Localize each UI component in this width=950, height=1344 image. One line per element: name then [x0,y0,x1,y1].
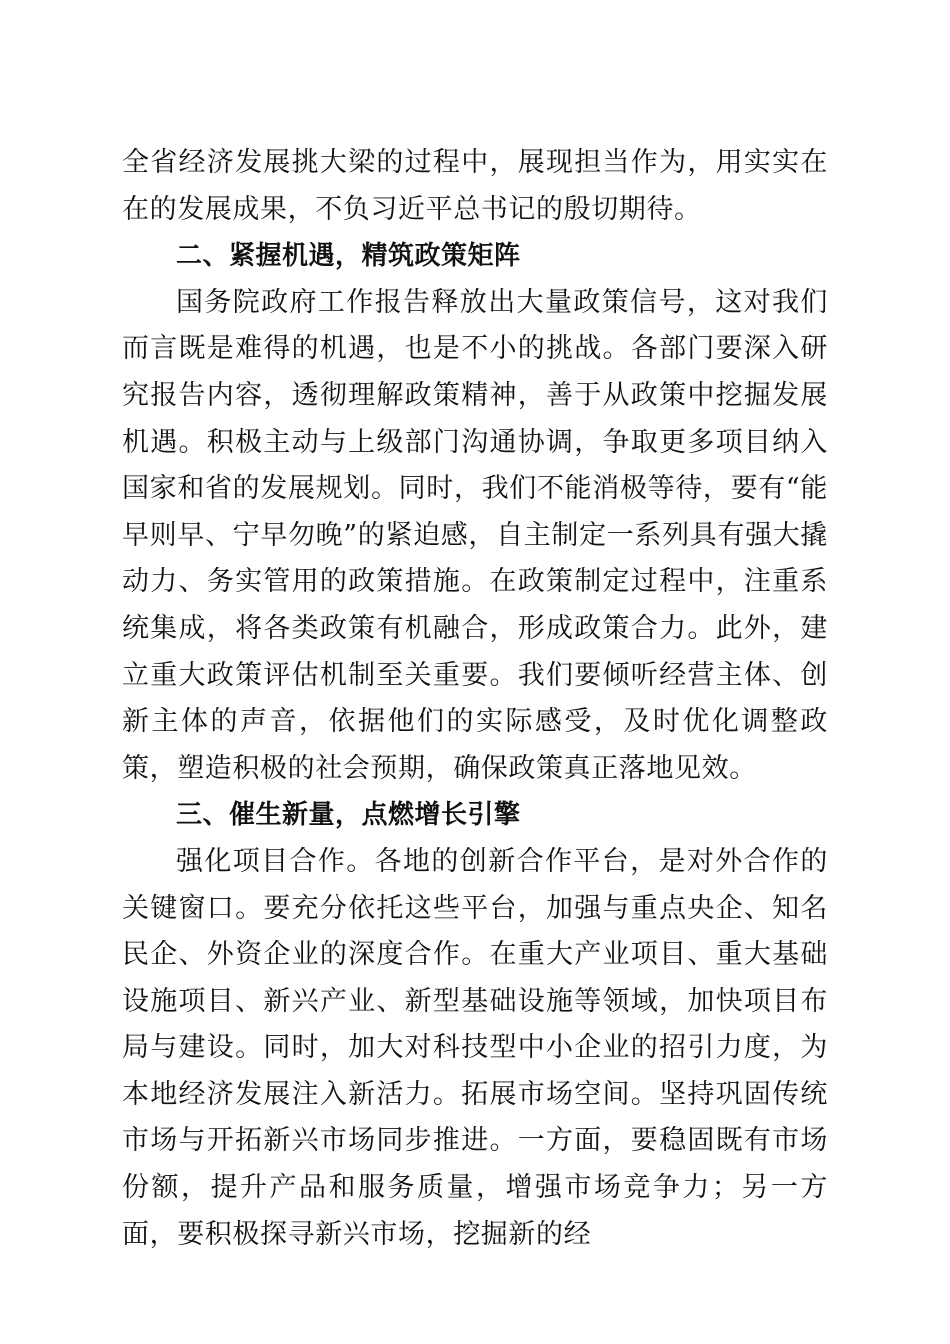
paragraph-growth: 强化项目合作。各地的创新合作平台，是对外合作的关键窗口。要充分依托这些平台，加强与重点央企、知名民企、外资企业的深度合作。在重大产业项目、重大基础设施项目、新兴产业、新型基础设施等领域，加快项目布局与建设。同时，加大对科技型中小企业的招引力度，为本地经济发展注入新活力。拓展市场空间。坚持巩固传统市场与开拓新兴市场同步推进。一方面，要稳固既有市场份额，提升产品和服务质量，增强市场竞争力；另一方面，要积极探寻新兴市场，挖掘新的经 [122,845,828,1250]
paragraph-policy: 国务院政府工作报告释放出大量政策信号，这对我们而言既是难得的机遇，也是不小的挑战。各部门要深入研究报告内容，透彻理解政策精神，善于从政策中挖掘发展机遇。积极主动与上级部门沟通协调，争取更多项目纳入国家和省的发展规划。同时，我们不能消极等待，要有“能早则早、宁早勿晚”的紧迫感，自主制定一系列具有强大撬动力、务实管用的政策措施。在政策制定过程中，注重系统集成，将各类政策有机融合，形成政策合力。此外，建立重大政策评估机制至关重要。我们要倾听经营主体、创新主体的声音，依据他们的实际感受，及时优化调整政策，塑造积极的社会预期，确保政策真正落地见效。 [122,286,828,784]
section-heading-2: 二、紧握机遇，精筑政策矩阵 [176,241,521,272]
section-heading-3: 三、催生新量，点燃增长引擎 [176,800,521,831]
paragraph-continuation: 全省经济发展挑大梁的过程中，展现担当作为，用实实在在的发展成果，不负习近平总书记的殷切期待。 [122,147,828,225]
document-body [122,140,828,1258]
